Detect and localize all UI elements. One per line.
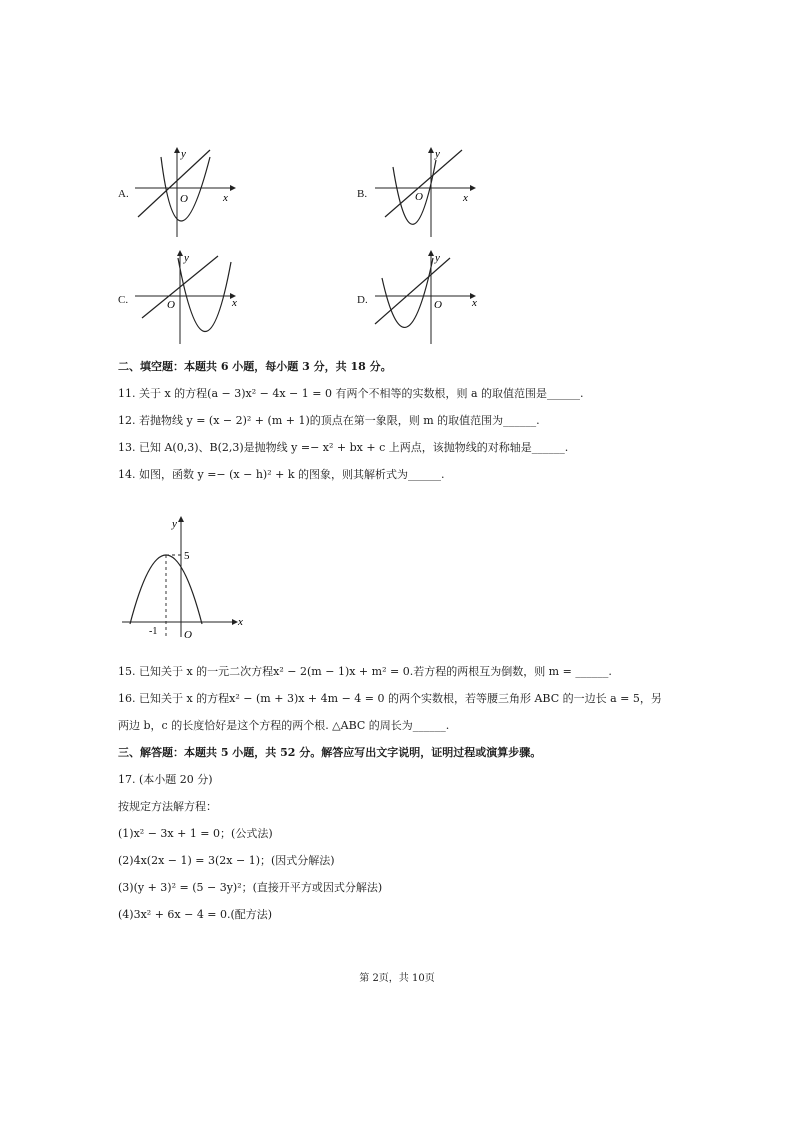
y-label: y (172, 518, 177, 530)
origin-label: O (415, 191, 423, 203)
origin-label: O (180, 193, 188, 205)
question-16-line1: 16. 已知关于 x 的方程x² − (m + 3)x + 4m − 4 = 0 的两个实数根，若等腰三角形 ABC 的一边长 a = 5，另 (118, 692, 662, 705)
question-17-part1: (1)x² − 3x + 1 = 0；(公式法) (118, 827, 273, 840)
option-b-label: B. (357, 188, 368, 200)
origin-label: O (167, 299, 175, 311)
option-a-graph (130, 145, 240, 240)
origin-label: O (184, 629, 192, 641)
x-arrow-icon (230, 185, 236, 191)
question-14: 14. 如图，函数 y =− (x − h)² + k 的图象，则其解析式为______. (118, 468, 445, 481)
y-label: y (435, 252, 440, 264)
y-arrow-icon (428, 250, 434, 256)
option-b-graph (370, 145, 480, 240)
y-arrow-icon (174, 147, 180, 153)
option-c-label: C. (118, 294, 129, 306)
x-label: x (472, 297, 477, 309)
origin-label: O (434, 299, 442, 311)
option-a-label: A. (118, 188, 129, 200)
question-17-part4: (4)3x² + 6x − 4 = 0.(配方法) (118, 908, 273, 921)
x-tick-neg1: -1 (149, 626, 158, 637)
x-label: x (238, 616, 243, 628)
option-d-graph (370, 248, 480, 346)
y-label: y (435, 148, 440, 160)
section3-heading: 三、解答题：本题共 5 小题，共 52 分。解答应写出文字说明，证明过程或演算步骤。 (118, 746, 542, 759)
question-12: 12. 若抛物线 y = (x − 2)² + (m + 1)的顶点在第一象限，则 m 的取值范围为______. (118, 414, 540, 427)
question-13: 13. 已知 A(0,3)、B(2,3)是抛物线 y =− x² + bx + c 上两点，该抛物线的对称轴是______. (118, 441, 569, 454)
question-11: 11. 关于 x 的方程(a − 3)x² − 4x − 1 = 0 有两个不相等的实数根，则 a 的取值范围是______. (118, 387, 584, 400)
question-16-line2: 两边 b，c 的长度恰好是这个方程的两个根. △ABC 的周长为______. (118, 719, 450, 732)
page-footer: 第 2页，共 10页 (359, 973, 435, 984)
x-arrow-icon (470, 185, 476, 191)
y-arrow-icon (428, 147, 434, 153)
q14-parabola-graph (118, 512, 248, 642)
question-17-intro: 按规定方法解方程： (118, 800, 217, 813)
question-15: 15. 已知关于 x 的一元二次方程x² − 2(m − 1)x + m² = 0.若方程的两根互为倒数，则 m = ______. (118, 665, 612, 678)
y-tick-5: 5 (184, 550, 190, 562)
y-arrow-icon (178, 516, 184, 522)
question-17-title: 17. (本小题 20 分) (118, 773, 213, 786)
y-arrow-icon (177, 250, 183, 256)
y-label: y (184, 252, 189, 264)
x-label: x (232, 297, 237, 309)
option-c-graph (130, 248, 240, 346)
section2-heading: 二、填空题：本题共 6 小题，每小题 3 分，共 18 分。 (118, 360, 392, 373)
x-label: x (223, 192, 228, 204)
x-label: x (463, 192, 468, 204)
question-17-part3: (3)(y + 3)² = (5 − 3y)²；(直接开平方或因式分解法) (118, 881, 383, 894)
y-label: y (181, 148, 186, 160)
question-17-part2: (2)4x(2x − 1) = 3(2x − 1)；(因式分解法) (118, 854, 335, 867)
option-d-label: D. (357, 294, 368, 306)
